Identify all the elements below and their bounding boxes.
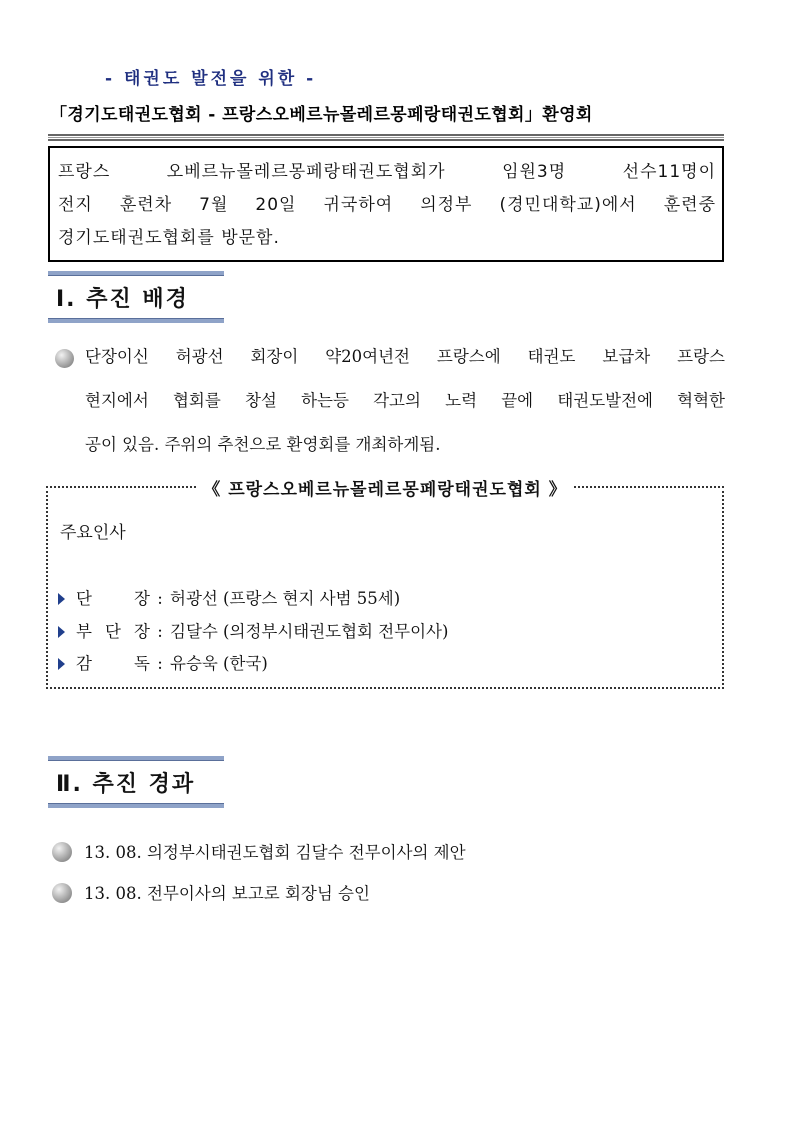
paragraph-line: 공이 있음. 주위의 추천으로 환영회를 개최하게됨. <box>85 435 441 454</box>
triangle-bullet-icon <box>58 658 65 670</box>
person-colon: : <box>157 654 163 673</box>
title-divider <box>48 134 724 141</box>
progress-item-text: 13. 08. 의정부시태권도협회 김달수 전무이사의 제안 <box>84 843 466 862</box>
person-role: 부 단 장 <box>76 622 150 641</box>
person-row <box>58 618 448 642</box>
delegation-box-legend <box>48 475 722 500</box>
bullet-sphere-icon <box>55 349 74 368</box>
person-colon: : <box>157 589 163 608</box>
summary-line: 경기도태권도협회를 방문함. <box>58 228 280 248</box>
triangle-bullet-icon <box>58 593 65 605</box>
person-role: 단 장 <box>76 589 150 608</box>
progress-item <box>52 839 466 863</box>
key-persons-title: 주요인사 <box>60 523 126 543</box>
section-1-heading-label: Ⅰ. 추진 배경 <box>56 287 189 312</box>
section-1-heading <box>48 271 224 323</box>
heading-top-bar <box>48 271 224 276</box>
paragraph-line: 현지에서 협회를 창설 하는등 각고의 노력 끝에 태권도발전에 혁혁한 <box>85 391 725 410</box>
section-2-heading-label: Ⅱ. 추진 경과 <box>56 772 196 797</box>
section-2-heading <box>48 756 224 808</box>
person-row <box>58 650 268 674</box>
progress-item <box>52 880 370 904</box>
bullet-sphere-icon <box>52 883 72 903</box>
summary-line: 전지 훈련차 7월 20일 귀국하여 의정부 (경민대학교)에서 훈련중 <box>58 195 716 215</box>
triangle-bullet-icon <box>58 626 65 638</box>
delegation-box-legend-text: 《 프랑스오베르뉴몰레르몽페랑태권도협회 》 <box>197 480 572 500</box>
person-detail: 허광선 (프랑스 현지 사범 55세) <box>170 589 401 608</box>
progress-item-text: 13. 08. 전무이사의 보고로 회장님 승인 <box>84 884 370 903</box>
summary-box <box>48 146 724 262</box>
delegation-box <box>46 480 724 689</box>
heading-bottom-bar <box>48 318 224 323</box>
person-colon: : <box>157 622 163 641</box>
bullet-sphere-icon <box>52 842 72 862</box>
person-detail: 김달수 (의정부시태권도협회 전무이사) <box>170 622 449 641</box>
document-title: 「경기도태권도협회 - 프랑스오베르뉴몰레르몽페랑태권도협회」환영회 <box>50 105 593 125</box>
summary-line: 프랑스 오베르뉴몰레르몽페랑태권도협회가 임원3명 선수11명이 <box>58 162 716 182</box>
document-subtitle: - 태권도 발전을 위한 - <box>105 69 317 89</box>
heading-top-bar <box>48 756 224 761</box>
person-row <box>58 585 400 609</box>
background-paragraph <box>55 335 725 467</box>
person-role: 감 독 <box>76 654 150 673</box>
person-detail: 유승욱 (한국) <box>170 654 268 673</box>
heading-bottom-bar <box>48 803 224 808</box>
paragraph-line: 단장이신 허광선 회장이 약20여년전 프랑스에 태권도 보급차 프랑스 <box>85 347 725 366</box>
